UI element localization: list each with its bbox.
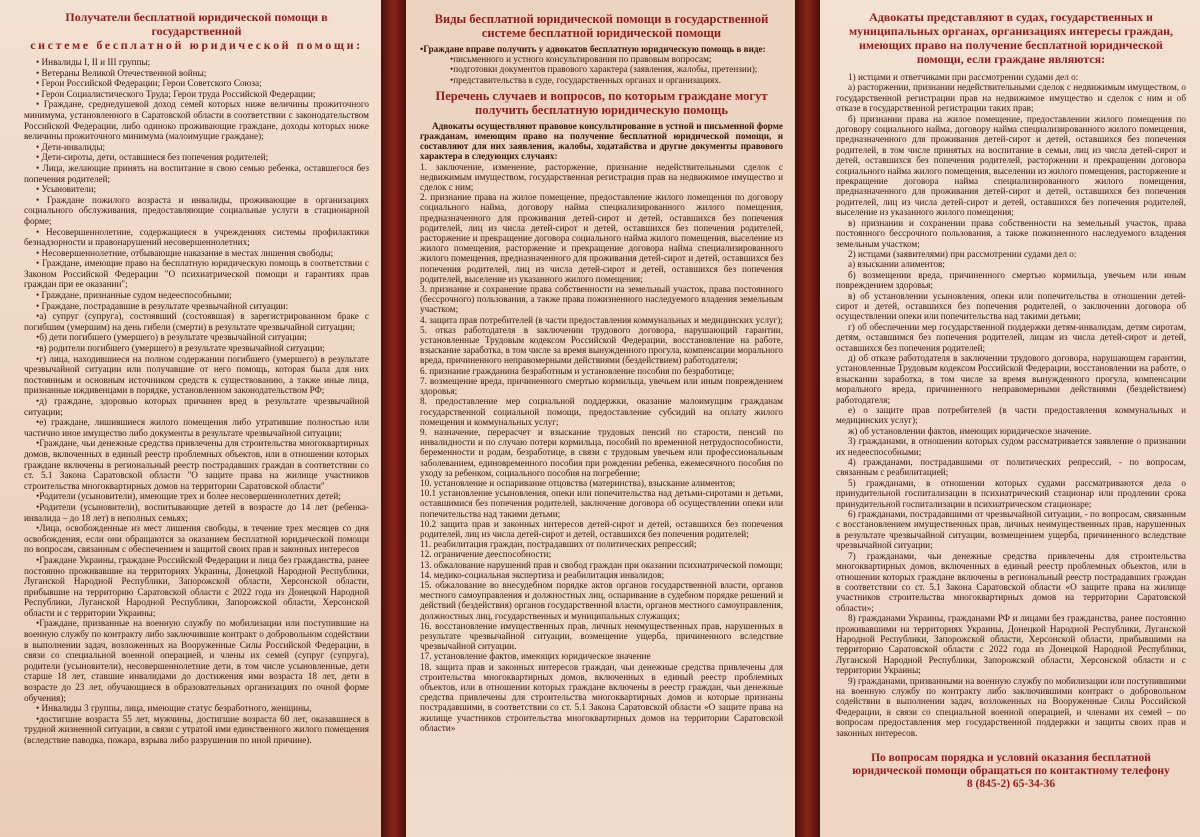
case-item: 9. назначение, перерасчет и взыскание трудовых пенсий по старости, пенсий по инвалидности и по случаю потери кормильца, пособий по временной нетрудоспособности, беременности и родам, безработице, в связи с трудовым увечьем или профессиональным заболеванием, единовременного пособия при рождении ребенка, ежемесячного пособия по уходу за ребенком, социального пособия на погребение; xyxy=(420,426,783,478)
recipient-item: • Ветераны Великой Отечественной войны; xyxy=(36,67,207,78)
recipient-item: • Герои Социалистического Труда; Герои труда Российской Федерации; xyxy=(36,88,316,99)
representation-item: д) об отказе работодателя в заключении трудового договора, нарушающем гарантии, установленные Трудовым кодексом Российской Федерации, восстановлении на работе, о взыскании заработка, в том числе за время вынужденного прогула, компенсации морального вреда, причиненного неправомерными действиями (бездействием) работодателя; xyxy=(836,352,1186,405)
cases-list xyxy=(420,162,783,733)
case-item: 7. возмещение вреда, причиненного смертью кормильца, увечьем или иным повреждением здоровья; xyxy=(420,375,783,397)
contact-footer-line1: По вопросам порядка и условий оказания бесплатной xyxy=(871,752,1151,764)
representation-item: 8) гражданами Украины, гражданами РФ и лицами без гражданства, ранее постоянно проживавшими на территориях Украины, Донецкой Народной Республики, Луганской Народной Республики, Запорожской области, Херсонской области, прибывшими на территорию Саратовской области с 2022 года из Донецкой Народной Республики, Луганской Народной Республики, Запорожской области, Херсонской области и с территории Украины; xyxy=(836,613,1186,676)
contact-footer-line2: юридической помощи обращаться по контактному телефону xyxy=(852,765,1170,777)
cases-title: Перечень случаев и вопросов, по которым граждане могут получить бесплатную юридическую помощь xyxy=(435,88,768,117)
help-kind-item: •представительства в суде, государственных органах и организациях. xyxy=(450,74,722,85)
representation-item: б) признании права на жилое помещение, предоставлении жилого помещения по договору социального найма, договору найма специализированного жилого помещения, предназначенного для проживания детей-сирот и детей, оставшихся без попечения родителей, в том числе принятых на воспитание в семьи, лиц из числа детей-сирот и детей, оставшихся без попечения родителей, расторжении и прекращении договора социального найма жилого помещения, выселении из жилого помещения, расторжение и прекращение договора найма специализированного жилого помещения, предназначенного для проживания детей-сирот и детей, оставшихся без попечения родителей, лиц из числа детей-сирот и детей, оставшихся без попечения родителей, выселение из указанного жилого помещения; xyxy=(836,113,1186,218)
representation-item: 1) истцами и ответчиками при рассмотрении судами дел о: xyxy=(848,72,1079,82)
recipient-item: •Родители (усыновители), имеющие трех и более несовершеннолетних детей; xyxy=(36,491,341,502)
recipient-item: • Дети-инвалиды; xyxy=(36,141,106,152)
representation-item: в) об установлении усыновления, опеки или попечительства в отношении детей-сирот и детей, оставшихся без попечения родителей, о заключении договора об осуществлении опеки или попечительства над такими детьми; xyxy=(836,290,1186,322)
divider-left xyxy=(381,0,406,837)
case-item: 10.2 защита прав и законных интересов детей-сирот и детей, оставшихся без попечения родителей, лиц из числа детей-сирот и детей, оставшихся без попечения родителей; xyxy=(420,518,783,539)
recipient-item: • Граждане, пострадавшие в результате чрезвычайной ситуации: xyxy=(36,300,289,311)
representation-title: Адвокаты представляют в судах, государственных и муниципальных органах, организациях интересы граждан, имеющих право на получение бесплатной юридической помощи, если граждане являются: xyxy=(848,10,1174,66)
case-item: 4. защита прав потребителей (в части предоставления коммунальных и медицинских услуг); xyxy=(420,314,783,325)
representation-item: а) взыскании алиментов; xyxy=(848,259,945,270)
recipient-item: • Дети-сироты, дети, оставшиеся без попечения родителей; xyxy=(36,152,269,163)
recipient-item: •а) супруг (супруга), состоявший (состоявшая) в зарегистрированном браке с погибшим (умершим) на день гибели (смерти) в результате чрезвычайной ситуации; xyxy=(24,311,369,332)
case-item: 6. признание гражданина безработным и установление пособия по безработице; xyxy=(420,365,735,376)
recipient-item: •г) лица, находившиеся на полном содержании погибшего (умершего) в результате чрезвычайной ситуации или получавшие от него помощь, которая была для них постоянным и основным источником средств к существованию, а также иные лица, признанные иждивенцами в порядке, установленном законодательством РФ; xyxy=(24,353,369,396)
help-kind-item: •письменного и устного консультирования по правовым вопросам; xyxy=(450,54,712,65)
representation-list xyxy=(836,72,1186,738)
recipient-item: •е) граждане, лишившиеся жилого помещения либо утратившие полностью или частично иное имущество либо документы в результате чрезвычайной ситуации; xyxy=(24,417,369,438)
contact-phone: 8 (845-2) 65-34-36 xyxy=(966,778,1056,790)
recipient-item: • Граждане пожилого возраста и инвалиды, проживающие в организациях социального обслуживания, предоставляющие социальные услуги в стационарной форме; xyxy=(24,194,369,226)
recipient-item: • Усыновители; xyxy=(36,184,97,195)
representation-item: 9) гражданами, призванными на военную службу по мобилизации или поступившими на военную службу по контракту либо заключившими контракт о добровольном содействии в выполнении задач, возложенных на Вооруженные Силы Российской Федерации, в связи со специальной военной операцией, и членами их семей – по вопросам предоставления мер государственной поддержки и защиты своих прав и законных интересов. xyxy=(836,675,1186,738)
representation-item: б) возмещении вреда, причиненного смертью кормильца, увечьем или иным повреждением здоровья; xyxy=(836,269,1186,291)
representation-item: 2) истцами (заявителями) при рассмотрении судами дел о: xyxy=(848,248,1077,259)
recipients-title-line1: Получатели бесплатной юридической помощи в государственной xyxy=(65,10,328,38)
case-item: 10.1 установление усыновления, опеки или попечительства над детьми-сиротами и детьми, оставшимися без попечения родителей, заключение договора об осуществлении опеки или попечительства над такими детьми; xyxy=(420,488,783,519)
representation-column xyxy=(820,0,1200,837)
case-item: 14. медико-социальная экспертиза и реабилитация инвалидов; xyxy=(420,569,665,580)
case-item: 1. заключение, изменение, расторжение, признание недействительными сделок с недвижимым имуществом, государственная регистрация прав на недвижимое имущество и сделок с ним; xyxy=(420,161,783,193)
representation-item: 4) гражданами, пострадавшими от политических репрессий, - по вопросам, связанным с реабилитацией; xyxy=(836,457,1186,478)
case-item: 18. защита прав и законных интересов граждан, чьи денежные средства привлечены для строительства многоквартирных домов, включенных в единый реестр проблемных объектов, или в отношении которых граждане включены в реестр граждан, чьи денежные средства привлечены для строительства многоквартирных домов и которые признаны пострадавшими, в соответствии со ст. 5.1 Закона Саратовской области «О защите права на жилище участников строительства многоквартирных домов на территории Саратовской области» xyxy=(420,661,783,733)
recipient-item: •достигшие возраста 55 лет, мужчины, достигшие возраста 60 лет, оказавшиеся в трудной жизненной ситуации, в связи с утратой ими единственного жилого помещения (вследствие паводка, пожара, взрыва либо разрушения по иной причине). xyxy=(24,713,369,745)
recipient-item: •в) родители погибшего (умершего) в результате чрезвычайной ситуации; xyxy=(36,343,325,354)
help-kinds-list xyxy=(420,54,783,85)
recipient-item: • Инвалиды 3 группы, лица, имеющие статус безработного, женщины, xyxy=(36,703,312,714)
recipients-title xyxy=(24,10,369,52)
recipient-item: •Граждане, призванные на военную службу по мобилизации или поступившие на военную службу по контракту либо заключившие контракт о добровольном содействии в выполнении задач, возложенных на Вооруженные Силы Российской Федерации, в связи со специальной военной операцией, и члены их семей (супруг (супруга), родители (усыновители), несовершеннолетние дети, в том числе усыновленные, дети старше 18 лет, ставшие инвалидами до достижения ими возраста 18 лет, дети в возрасте до 23 лет, обучающиеся в образовательных организациях по очной форме обучения); xyxy=(24,618,369,703)
case-item: 10. установление и оспаривание отцовства (материнства), взыскание алиментов; xyxy=(420,477,736,488)
case-item: 3. признание и сохранение права собственности на земельный участок, права постоянного (бессрочного) пользования, а также права пожизненного наследуемого владения земельным участком; xyxy=(420,284,783,315)
case-item: 13. обжалование нарушений прав и свобод граждан при оказании психиатрической помощи; xyxy=(420,559,783,570)
case-item: 12. ограничение дееспособности; xyxy=(420,549,552,560)
recipient-item: •д) граждане, здоровью которых причинен вред в результате чрезвычайной ситуации; xyxy=(24,396,369,417)
recipient-item: •б) дети погибшего (умершего) в результате чрезвычайной ситуации; xyxy=(36,332,307,343)
case-item: 17. установление фактов, имеющих юридическое значение xyxy=(420,651,651,662)
case-item: 11. реабилитация граждан, пострадавших от политических репрессий; xyxy=(420,539,697,550)
recipient-item: • Граждане, среднедушевой доход семей которых ниже величины прожиточного минимума, установленного в Саратовской области в соответствии с законодательством Российской Федерации, либо одиноко проживающие граждане, доходы которых ниже величины прожиточного минимума (малоимущие граждане); xyxy=(24,99,369,142)
case-item: 16. восстановление имущественных прав, личных неимущественных прав, нарушенных в результате чрезвычайной ситуации, возмещение ущерба, причиненного вследствие чрезвычайной ситуации. xyxy=(420,620,783,652)
representation-item: г) об обеспечении мер государственной поддержки детям-инвалидам, детям сиротам, детям, оставшимся без попечения родителей, лицам из числа детей-сирот и детей, оставшихся без попечения родителей; xyxy=(836,321,1186,353)
recipient-item: •Граждане, чьи денежные средства привлечены для строительства многоквартирных домов, включенных в единый реестр проблемных объектов, или в отношении которых граждане включены в региональный реестр пострадавших граждан в соответствии со ст. 5.1 Закона Саратовской области "О защите права на жилище участников строительства многоквартирных домов на территории Саратовской области" xyxy=(24,438,369,491)
recipient-item: •Родители (усыновители), воспитывающие детей в возрасте до 14 лет (ребенка-инвалида – до 18 лет) в неполных семьях; xyxy=(24,501,369,523)
representation-item: 3) гражданами, в отношении которых судом рассматривается заявление о признании их недееспособными; xyxy=(836,436,1186,457)
representation-item: а) расторжении, признании недействительными сделок с недвижимым имуществом, о государственной регистрации прав на недвижимое имущество и сделок с ним и об отказе в государственной регистрации таких прав; xyxy=(836,82,1186,114)
contact-footer xyxy=(836,752,1186,791)
case-item: 5. отказ работодателя в заключении трудового договора, нарушающий гарантии, установленные Трудовым кодексом Российской Федерации, восстановление на работе, взыскание заработка, в том числе за время вынужденного прогула, компенсации морального вреда, причиненного неправомерными действиями (бездействием) работодателя; xyxy=(420,324,783,366)
case-item: 8. предоставление мер социальной поддержки, оказание малоимущим гражданам государственной социальной помощи, предоставление субсидий на оплату жилого помещения и коммунальных услуг; xyxy=(420,396,783,427)
representation-item: е) о защите прав потребителей (в части предоставления коммунальных и медицинских услуг); xyxy=(836,405,1186,426)
help-types-column xyxy=(406,0,795,837)
case-item: 15. обжалование во внесудебном порядке актов органов государственной власти, органов местного самоуправления и должностных лиц, оспаривание в судебном порядке решений и действий (бездействия) органов государственной власти, органов местного самоуправления, должностных лиц, государственных и муниципальных служащих; xyxy=(420,579,783,621)
representation-item: ж) об установлении фактов, имеющих юридическое значение. xyxy=(848,425,1092,436)
recipient-item: • Граждане, имеющие право на бесплатную юридическую помощь в соответствии с Законом Российской Федерации "О психиатрической помощи и гарантиях прав граждан при ее оказании"; xyxy=(24,258,369,290)
help-kind-item: •подготовки документов правового характера (заявления, жалобы, претензии); xyxy=(450,64,758,75)
representation-item: 7) гражданами, чьи денежные средства привлечены для строительства многоквартирных домов, включенных в единый реестр проблемных объектов, или в отношении которых граждане включены в региональный реестр пострадавших граждан в соответствии со ст. 5.1 Закона Саратовской области «О защите права на жилище участников строительства многоквартирных домов на территории Саратовской области»; xyxy=(836,550,1186,613)
help-types-title: Виды бесплатной юридической помощи в государственной системе бесплатной юридической помощи xyxy=(434,12,769,40)
cases-lead: Адвокаты осуществляют правовое консультирование в устной и письменной форме гражданам, имеющим право на получение бесплатной юридической помощи, и составляют для них заявления, жалобы, ходатайства и другие документы правового характера в следующих случаях: xyxy=(420,120,783,162)
recipients-title-line2: системе бесплатной юридической помощи: xyxy=(30,38,363,52)
recipients-column xyxy=(0,0,381,837)
help-types-intro: •Граждане вправе получить у адвокатов бесплатную юридическую помощь в виде: xyxy=(420,44,766,54)
recipient-item: • Несовершеннолетние, содержащиеся в учреждениях системы профилактики безнадзорности и правонарушений несовершеннолетних; xyxy=(24,226,369,248)
case-item: 2. признание права на жилое помещение, предоставление жилого помещения по договору социального найма, договору найма специализированного жилого помещения, предназначенного для проживания детей-сирот и детей, оставшихся без попечения родителей, лиц из числа детей-сирот и детей, оставшихся без попечения родителей, расторжение и прекращение договора социального найма жилого помещения, выселение из жилого помещения, расторжение и прекращение договора найма специализированного жилого помещения, предназначенного для проживания детей-сирот и детей, оставшихся без попечения родителей, лиц из числа детей-сирот и детей, оставшихся без попечения родителей, выселение из указанного жилого помещения; xyxy=(420,192,783,284)
recipient-item: • Инвалиды I, II и III группы; xyxy=(36,57,151,67)
recipient-item: • Лица, желающие принять на воспитание в свою семью ребенка, оставшегося без попечения родителей; xyxy=(24,162,369,184)
representation-item: 6) гражданами, пострадавшими от чрезвычайной ситуации, - по вопросам, связанным с восстановлением имущественных прав, личных неимущественных прав, нарушенных в результате чрезвычайной ситуации, возмещением ущерба, причиненного вследствие чрезвычайной ситуации; xyxy=(836,509,1186,551)
recipient-item: • Несовершеннолетние, отбывающие наказание в местах лишения свободы; xyxy=(36,247,334,258)
representation-item: 5) гражданами, в отношении которых судами рассматриваются дела о принудительной госпитализации в психиатрический стационар или продлении срока принудительной госпитализации в психиатрическом стационаре; xyxy=(836,477,1186,509)
recipient-item: •Граждане Украины, граждане Российской Федерации и лица без гражданства, ранее постоянно проживавшие на территориях Украины, Донецкой Народной Республики, Луганской Народной Республики, Запорожской области, Херсонской области, прибывшие на территорию Саратовской области с 2022 года из Донецкой Народной Республики, Луганской Народной Республики, Запорожской области, Херсонской области и с территории Украины; xyxy=(24,554,369,618)
recipient-item: • Граждане, признанные судом недееспособными; xyxy=(36,290,232,301)
divider-right xyxy=(795,0,820,837)
representation-item: в) признании и сохранении права собственности на земельный участок, права постоянного бессрочного пользования, а также пожизненного наследуемого владения земельным участком; xyxy=(836,217,1186,249)
recipients-list xyxy=(24,57,369,746)
recipient-item: • Герои Российской Федерации; Герои Советского Союза; xyxy=(36,78,262,89)
recipient-item: •Лица, освобожденные из мест лишения свободы, в течение трех месяцев со дня освобождения, если они обращаются за оказанием бесплатной юридической помощи по вопросам, связанным с обеспечением и защитой своих прав и законных интересов xyxy=(24,523,369,555)
